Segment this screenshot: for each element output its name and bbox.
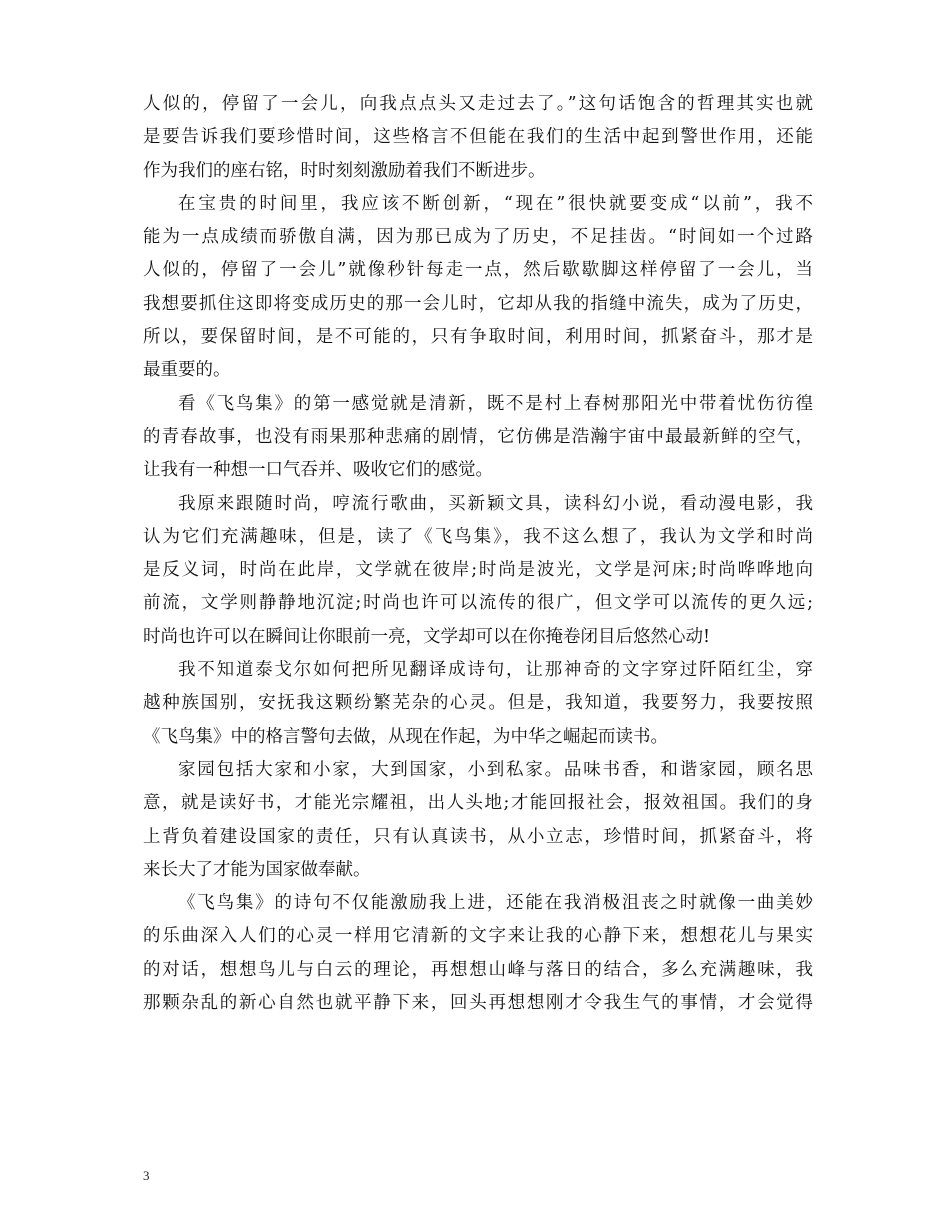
text-line: 前流，文学则静静地沉淀;时尚也许可以流传的很广，但文学可以流传的更久远; [143, 593, 813, 614]
page-number: 3 [143, 1168, 150, 1183]
text-line: 的对话，想想鸟儿与白云的理论，再想想山峰与落日的结合，多么充满趣味，我 [143, 959, 813, 980]
text-line: 能为一点成绩而骄傲自满，因为那已成为了历史，不足挂齿。“时间如一个过路 [143, 227, 813, 248]
text-line: 是反义词，时尚在此岸，文学就在彼岸;时尚是波光，文学是河床;时尚哗哗地向 [143, 560, 813, 581]
text-line: 在宝贵的时间里，我应该不断创新，“现在”很快就要变成“以前”，我不 [178, 193, 813, 214]
text-line: 越种族国别，安抚我这颗纷繁芜杂的心灵。但是，我知道，我要努力，我要按照 [143, 693, 813, 714]
text-line: 认为它们充满趣味，但是，读了《飞鸟集》，我不这么想了，我认为文学和时尚 [143, 526, 813, 547]
text-line: 来长大了才能为国家做奉献。 [143, 859, 371, 880]
text-line: 所以，要保留时间，是不可能的，只有争取时间，利用时间，抓紧奋斗，那才是 [143, 327, 813, 348]
text-line: 那颗杂乱的新心自然也就平静下来，回头再想想刚才令我生气的事情，才会觉得 [143, 993, 813, 1014]
text-line: 《飞鸟集》的诗句不仅能激励我上进，还能在我消极沮丧之时就像一曲美妙 [178, 893, 813, 914]
text-line: 家园包括大家和小家，大到国家，小到私家。品味书香，和谐家园，顾名思 [178, 759, 813, 780]
body-text [143, 88, 813, 1020]
text-line: 我不知道泰戈尔如何把所见翻译成诗句，让那神奇的文字穿过阡陌红尘，穿 [178, 660, 813, 681]
text-line: 意，就是读好书，才能光宗耀祖，出人头地;才能回报社会，报效祖国。我们的身 [143, 793, 813, 814]
text-line: 时尚也许可以在瞬间让你眼前一亮，文学却可以在你掩卷闭目后悠然心动! [143, 626, 711, 647]
text-line: 人似的，停留了一会儿”就像秒针每走一点，然后歇歇脚这样停留了一会儿，当 [143, 260, 813, 281]
text-line: 是要告诉我们要珍惜时间，这些格言不但能在我们的生活中起到警世作用，还能 [143, 127, 813, 148]
text-line: 让我有一种想一口气吞并、吸收它们的感觉。 [143, 460, 493, 481]
text-line: 《飞鸟集》中的格言警句去做，从现在作起，为中华之崛起而读书。 [143, 726, 668, 747]
text-line: 上背负着建设国家的责任，只有认真读书，从小立志，珍惜时间，抓紧奋斗，将 [143, 826, 813, 847]
text-line: 看《飞鸟集》的第一感觉就是清新，既不是村上春树那阳光中带着忧伤彷徨 [178, 393, 813, 414]
text-line: 作为我们的座右铭，时时刻刻激励着我们不断进步。 [143, 160, 546, 181]
text-line: 最重要的。 [143, 360, 231, 381]
text-line: 我原来跟随时尚，哼流行歌曲，买新颖文具，读科幻小说，看动漫电影，我 [178, 493, 813, 514]
text-line: 人似的，停留了一会儿，向我点点头又走过去了。”这句话饱含的哲理其实也就 [143, 94, 813, 114]
text-line: 的青春故事，也没有雨果那种悲痛的剧情，它仿佛是浩瀚宇宙中最最新鲜的空气， [143, 426, 813, 447]
text-line: 我想要抓住这即将变成历史的那一会儿时，它却从我的指缝中流失，成为了历史， [143, 293, 813, 314]
text-line: 的乐曲深入人们的心灵一样用它清新的文字来让我的心静下来，想想花儿与果实 [143, 926, 813, 947]
